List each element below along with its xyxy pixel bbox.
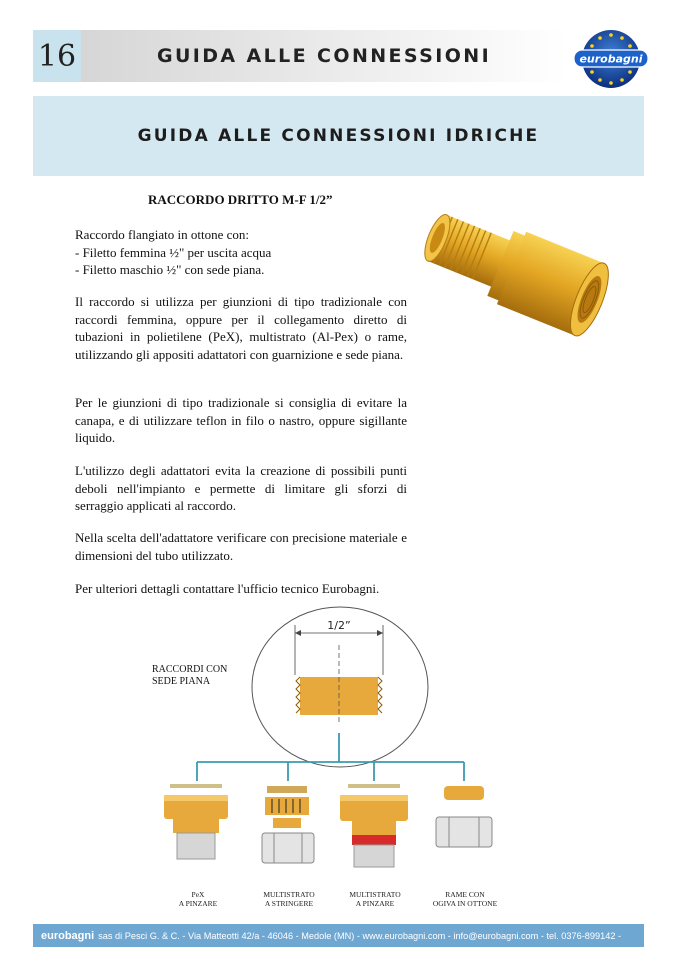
eurobagni-logo [573, 28, 649, 90]
connection-diagram [140, 605, 540, 910]
caption-line: OGIVA IN OTTONE [432, 899, 498, 908]
caption-line: PeX [191, 890, 205, 899]
intro-line-2: - Filetto femmina ½" per uscita acqua [75, 244, 272, 260]
caption-rame-ogiva [420, 890, 510, 908]
footer-brand: eurobagni [41, 929, 95, 942]
adapter-pex-pinzare-icon [164, 784, 228, 859]
contact-paragraph: Per ulteriori dettagli contattare l'ufficio tecnico Eurobagni. [75, 581, 380, 596]
flat-seat-label-line1: RACCORDI CON [152, 664, 228, 675]
intro-paragraph [75, 226, 407, 279]
page-number: 16 [33, 30, 81, 82]
footer-bar [33, 924, 644, 947]
footer-contact-text: sas di Pesci G. & C. - Via Matteotti 42/a - 46046 - Medole (MN) - www.eurobagni.com - info@eurobagni.com - tel. 0376-899142 - [98, 930, 622, 941]
adapters-paragraph: L'utilizzo degli adattatori evita la creazione di possibili punti deboli nell'impianto e permette di limitare gli sforzi di serraggio applicati al raccordo. [75, 463, 407, 513]
product-title: RACCORDO DRITTO M-F 1/2” [148, 192, 333, 207]
caption-multistrato-stringere [244, 890, 334, 908]
caption-multistrato-pinzare [330, 890, 420, 908]
selection-paragraph: Nella scelta dell'adattatore verificare con precisione materiale e dimensioni del tubo utilizzato. [75, 530, 407, 563]
caption-line: A PINZARE [355, 899, 395, 908]
flat-seat-label-line2: SEDE PIANA [152, 676, 211, 687]
dimension-label: 1/2” [327, 619, 351, 632]
adapter-multistrato-pinzare-icon [340, 784, 408, 867]
adapter-rame-ogiva-icon [436, 786, 492, 847]
header-bar [81, 30, 567, 82]
caption-line: MULTISTRATO [349, 890, 401, 899]
flat-seat-label [152, 664, 227, 688]
caption-line: MULTISTRATO [263, 890, 315, 899]
brass-fitting-image [415, 200, 610, 350]
caption-line: A STRINGERE [264, 899, 314, 908]
adapter-multistrato-stringere-icon [262, 786, 314, 863]
logo-text: eurobagni [579, 52, 643, 66]
section-band [33, 96, 644, 176]
caption-pex-pinzare [153, 890, 243, 908]
sealing-paragraph: Per le giunzioni di tipo tradizionale si consiglia di evitare la canapa, e di utilizzare teflon in filo o nastro, oppure sigillante liquido. [75, 395, 407, 445]
section-title: GUIDA ALLE CONNESSIONI IDRICHE [137, 126, 540, 146]
header-title: GUIDA ALLE CONNESSIONI [156, 45, 492, 67]
intro-line-1: Raccordo flangiato in ottone con: [75, 227, 250, 242]
usage-paragraph: Il raccordo si utilizza per giunzioni di tipo tradizionale con raccordi femmina, oppure per il collegamento diretto di tubazioni in polietilene (PeX), multistrato (Al-Pex) o rame, utilizzando gli appositi adattatori con guarnizione e sede piana. [75, 294, 407, 362]
intro-line-3: - Filetto maschio ½" con sede piana. [75, 262, 265, 277]
caption-line: A PINZARE [178, 899, 218, 908]
caption-line: RAME CON [445, 890, 485, 899]
